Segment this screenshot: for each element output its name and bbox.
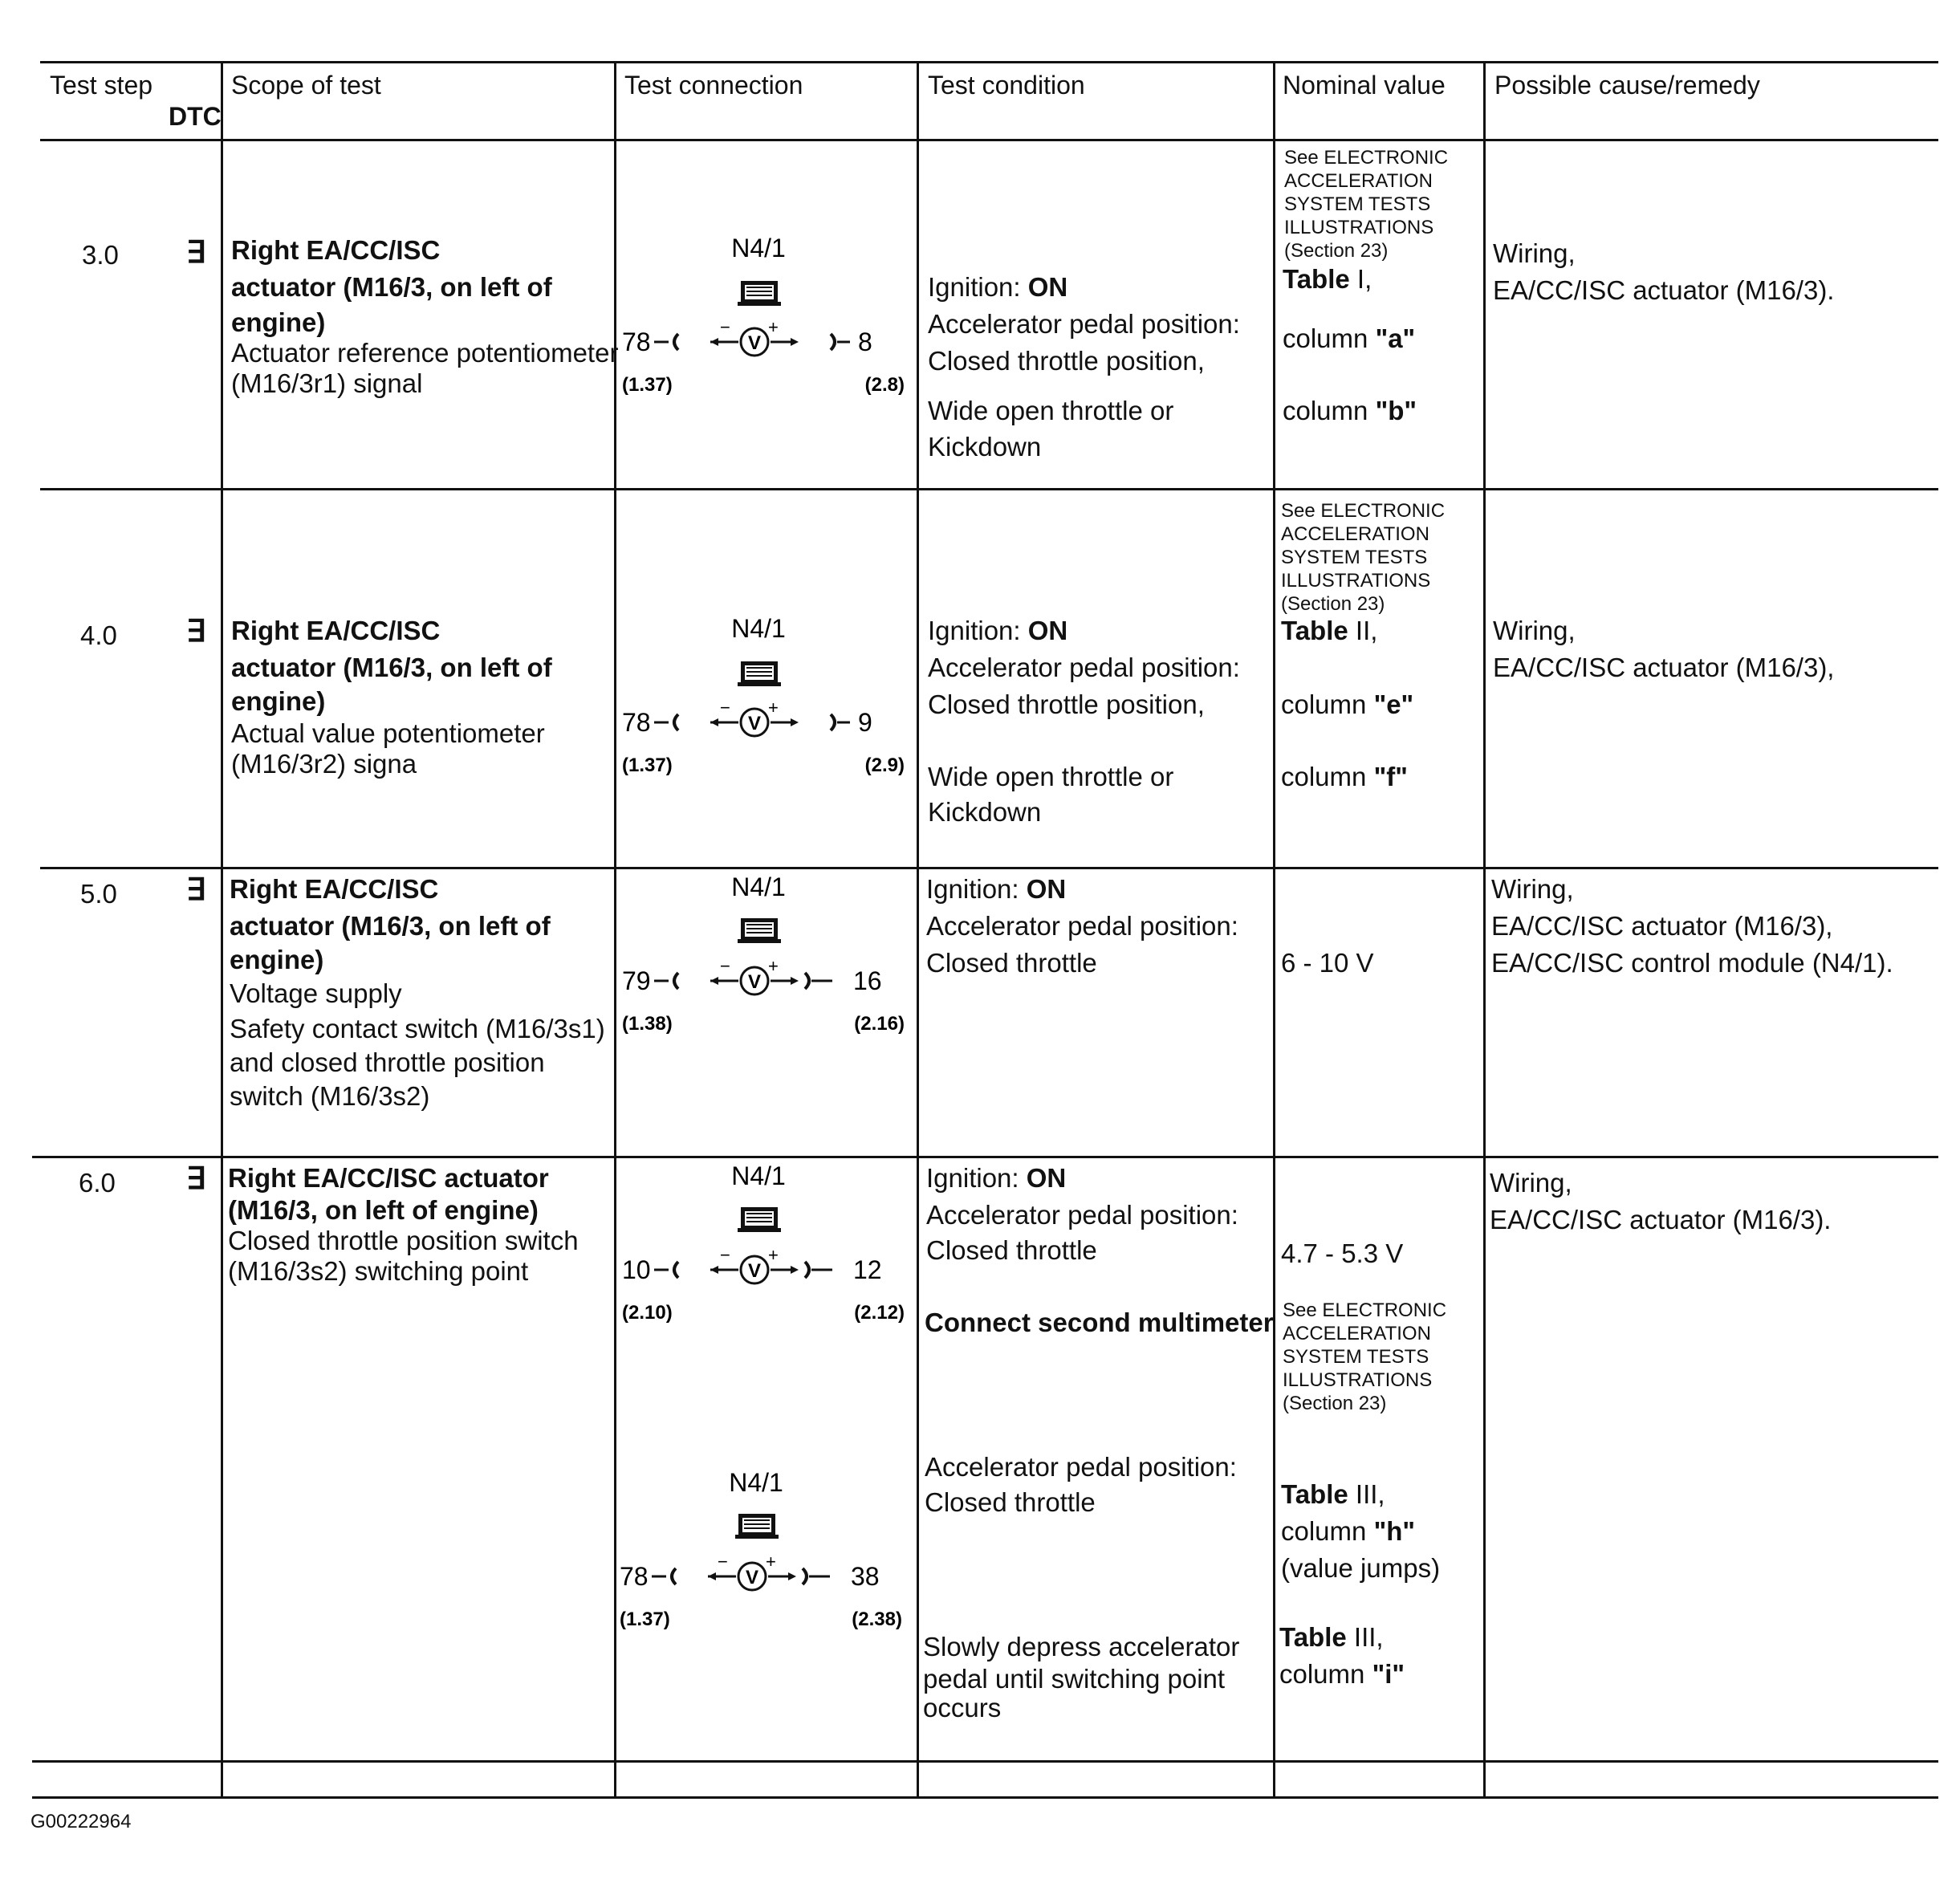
rule-header-bottom — [40, 139, 1938, 141]
nominal-column: column "e" — [1281, 689, 1414, 719]
condition-line: Closed throttle position, — [928, 346, 1205, 376]
probe-left — [674, 1262, 678, 1278]
scope-title: Right EA/CC/ISC — [230, 874, 439, 904]
connector-plug-icon — [738, 1207, 781, 1232]
nominal-see-ref: SYSTEM TESTS — [1281, 547, 1428, 568]
cause-line: Wiring, — [1493, 238, 1576, 268]
ignition-value: ON — [1027, 272, 1068, 302]
header-test-step: Test step — [50, 71, 153, 100]
nominal-column: column "a" — [1283, 323, 1416, 353]
rule-row2-bottom — [40, 867, 1938, 869]
scope-detail: switch (M16/3s2) — [230, 1081, 430, 1111]
pin-left-sub: (1.37) — [620, 1609, 670, 1630]
pin-left-sub: (2.10) — [622, 1302, 673, 1324]
module-label: N4/1 — [731, 872, 786, 901]
nominal-see-ref: (Section 23) — [1284, 240, 1389, 262]
nominal-see-ref: See ELECTRONIC — [1281, 500, 1446, 522]
pin-right: 16 — [853, 966, 882, 995]
probe-right — [805, 1262, 809, 1278]
svg-text:V: V — [747, 713, 762, 734]
connector-plug-icon — [738, 661, 781, 686]
test-connection-diagram — [622, 872, 911, 1048]
condition-line: Accelerator pedal position: — [926, 1200, 1238, 1230]
svg-text:V: V — [747, 332, 762, 354]
voltmeter-icon — [710, 317, 799, 356]
svg-text:+: + — [768, 1245, 779, 1265]
nominal-jumps: (value jumps) — [1281, 1553, 1441, 1583]
header-cause: Possible cause/remedy — [1494, 71, 1760, 100]
nominal-value: 6 - 10 V — [1281, 948, 1374, 978]
voltmeter-icon — [708, 1552, 796, 1590]
condition-ignition — [928, 270, 1067, 305]
voltmeter-connection — [622, 613, 911, 790]
pin-left: 78 — [622, 327, 651, 356]
voltmeter-connection — [620, 1467, 909, 1644]
pin-left-sub: (1.38) — [622, 1013, 673, 1035]
svg-text:V: V — [745, 1567, 759, 1588]
dtc-icon: ∃ — [186, 873, 206, 907]
probe-right — [831, 714, 835, 730]
condition-line: Closed throttle — [926, 1235, 1097, 1265]
nominal-column: column "b" — [1283, 396, 1417, 425]
probe-left — [674, 334, 678, 350]
scope-title: actuator (M16/3, on left of — [231, 653, 552, 682]
pin-right: 8 — [858, 327, 872, 356]
condition-line: Closed throttle position, — [928, 689, 1205, 719]
nominal-column: column "i" — [1279, 1659, 1405, 1689]
nominal-table: Table III, — [1281, 1479, 1385, 1509]
nominal-see-ref: ILLUSTRATIONS — [1281, 570, 1431, 592]
condition-line: Closed throttle — [925, 1487, 1096, 1517]
figure-id: G00222964 — [30, 1811, 132, 1832]
nominal-value: 4.7 - 5.3 V — [1281, 1238, 1404, 1268]
cause-line: EA/CC/ISC actuator (M16/3), — [1493, 653, 1835, 682]
connector-plug-icon — [735, 1514, 779, 1539]
nominal-column: column "f" — [1281, 762, 1408, 791]
condition-line: Wide open throttle or — [928, 762, 1174, 791]
header-dtc: DTC — [169, 102, 222, 131]
step-number: 3.0 — [82, 240, 119, 270]
dtc-icon: ∃ — [186, 1162, 206, 1196]
module-label: N4/1 — [731, 1161, 786, 1190]
nominal-table: Table III, — [1279, 1622, 1384, 1652]
condition-ignition: Ignition: ON — [926, 1163, 1067, 1193]
nominal-table: Table II, — [1281, 616, 1378, 645]
scope-detail: and closed throttle position — [230, 1047, 545, 1077]
svg-text:−: − — [720, 1245, 730, 1265]
nominal-see-ref: ACCELERATION — [1281, 523, 1429, 545]
test-connection-diagram — [622, 233, 911, 409]
connector-plug-icon — [738, 281, 781, 306]
scope-title: engine) — [231, 307, 326, 337]
scope-detail: Actuator reference potentiometer — [231, 338, 619, 368]
test-connection-diagram — [622, 1161, 911, 1337]
voltmeter-icon — [710, 1245, 799, 1283]
nominal-see-ref: ILLUSTRATIONS — [1284, 217, 1434, 238]
nominal-see-ref: See ELECTRONIC — [1283, 1299, 1447, 1321]
pin-right-sub: (2.38) — [852, 1609, 902, 1630]
voltmeter-icon — [710, 698, 799, 736]
header-condition: Test condition — [928, 71, 1085, 100]
nominal-see-ref: ACCELERATION — [1284, 170, 1433, 192]
step-number: 5.0 — [80, 879, 117, 909]
condition-line: pedal until switching point — [923, 1664, 1226, 1694]
col-rule-5 — [1483, 61, 1486, 1796]
condition-line: occurs — [923, 1693, 1002, 1722]
condition-second-meter: Connect second multimeter — [925, 1308, 1274, 1337]
pin-left: 10 — [622, 1255, 651, 1284]
svg-text:+: + — [766, 1552, 776, 1572]
scope-title: engine) — [231, 686, 326, 716]
cause-line: Wiring, — [1490, 1168, 1572, 1198]
pin-left-sub: (1.37) — [622, 374, 673, 396]
condition-line: Wide open throttle or — [928, 396, 1174, 425]
nominal-column: column "h" — [1281, 1516, 1416, 1546]
nominal-see-ref: SYSTEM TESTS — [1283, 1346, 1429, 1368]
scope-detail: (M16/3r1) signal — [231, 368, 423, 398]
scope-title: Right EA/CC/ISC — [231, 616, 441, 645]
scope-title: Right EA/CC/ISC actuator — [228, 1163, 549, 1193]
pin-left-sub: (1.37) — [622, 754, 673, 776]
voltmeter-icon — [710, 956, 799, 994]
step-number: 4.0 — [80, 620, 117, 650]
probe-left — [672, 1568, 676, 1584]
cause-line: Wiring, — [1491, 874, 1574, 904]
dtc-icon: ∃ — [186, 615, 206, 649]
svg-text:V: V — [747, 971, 762, 993]
pin-left: 78 — [620, 1562, 649, 1591]
nominal-see-ref: SYSTEM TESTS — [1284, 193, 1431, 215]
svg-text:−: − — [718, 1552, 728, 1572]
cause-line: EA/CC/ISC actuator (M16/3), — [1491, 911, 1833, 941]
svg-text:−: − — [720, 317, 730, 337]
scope-title: actuator (M16/3, on left of — [231, 272, 552, 302]
col-rule-4 — [1273, 61, 1275, 1796]
step-number: 6.0 — [79, 1168, 116, 1198]
nominal-see-ref: (Section 23) — [1283, 1393, 1387, 1414]
condition-ignition: Ignition: ON — [928, 616, 1068, 645]
scope-detail: (M16/3s2) switching point — [228, 1256, 529, 1286]
probe-right — [803, 1568, 807, 1584]
probe-right — [831, 334, 835, 350]
condition-line: Accelerator pedal position: — [928, 309, 1240, 339]
nominal-table — [1283, 262, 1372, 297]
scope-detail: (M16/3r2) signa — [231, 749, 417, 779]
cause-line: EA/CC/ISC control module (N4/1). — [1491, 948, 1893, 978]
voltmeter-connection — [622, 872, 911, 1048]
module-label: N4/1 — [729, 1468, 783, 1497]
scope-detail: Safety contact switch (M16/3s1) — [230, 1014, 605, 1043]
pin-right-sub: (2.9) — [864, 754, 905, 776]
header-connection: Test connection — [624, 71, 803, 100]
cause-line: EA/CC/ISC actuator (M16/3). — [1493, 275, 1835, 305]
cause-line: Wiring, — [1493, 616, 1576, 645]
nominal-see-ref: (Section 23) — [1281, 593, 1385, 615]
nominal-see-ref: See ELECTRONIC — [1284, 147, 1449, 169]
pin-left: 78 — [622, 708, 651, 737]
condition-line: Closed throttle — [926, 948, 1097, 978]
condition-line: Kickdown — [928, 797, 1042, 827]
nominal-see-ref: ACCELERATION — [1283, 1323, 1431, 1344]
scope-detail: Closed throttle position switch — [228, 1226, 579, 1255]
voltmeter-connection — [622, 233, 911, 409]
rule-top — [40, 61, 1938, 63]
pin-right-sub: (2.16) — [854, 1013, 905, 1035]
pin-right: 9 — [858, 708, 872, 737]
module-label: N4/1 — [731, 614, 786, 643]
svg-text:+: + — [768, 698, 779, 718]
probe-right — [805, 973, 809, 989]
header-nominal: Nominal value — [1283, 71, 1446, 100]
condition-line: Kickdown — [928, 432, 1042, 462]
rule-row3-bottom — [32, 1156, 1938, 1158]
svg-text:+: + — [768, 317, 779, 337]
col-rule-3 — [917, 61, 919, 1796]
col-rule-1 — [221, 61, 223, 1796]
col-rule-2 — [614, 61, 616, 1796]
header-scope: Scope of test — [231, 71, 381, 100]
condition-line: Accelerator pedal position: — [925, 1452, 1237, 1482]
pin-left: 79 — [622, 966, 651, 995]
pin-right-sub: (2.8) — [864, 374, 905, 396]
test-connection-diagram — [622, 613, 911, 790]
connector-plug-icon — [738, 918, 781, 943]
scope-detail: Voltage supply — [230, 978, 402, 1008]
scope-detail: Actual value potentiometer — [231, 718, 545, 748]
rule-row1-bottom — [40, 488, 1938, 490]
rule-footer — [32, 1796, 1938, 1799]
ignition-label: Ignition: — [928, 272, 1021, 302]
nominal-see-ref: ILLUSTRATIONS — [1283, 1369, 1433, 1391]
pin-right: 12 — [853, 1255, 882, 1284]
rule-table-bottom — [32, 1760, 1938, 1763]
scope-title: Right EA/CC/ISC — [231, 235, 441, 265]
voltmeter-connection — [622, 1161, 911, 1337]
probe-left — [674, 973, 678, 989]
condition-line: Accelerator pedal position: — [926, 911, 1238, 941]
scope-title: engine) — [230, 945, 324, 974]
scope-title: (M16/3, on left of engine) — [228, 1195, 539, 1225]
table-word: Table — [1283, 264, 1350, 294]
svg-text:−: − — [720, 698, 730, 718]
pin-right: 38 — [851, 1562, 880, 1591]
condition-line: Slowly depress accelerator — [923, 1632, 1240, 1661]
svg-text:V: V — [747, 1260, 762, 1282]
condition-line: Accelerator pedal position: — [928, 653, 1240, 682]
condition-ignition: Ignition: ON — [926, 874, 1067, 904]
svg-text:−: − — [720, 956, 730, 976]
test-connection-diagram — [620, 1467, 909, 1644]
table-number: I, — [1356, 264, 1372, 294]
pin-right-sub: (2.12) — [854, 1302, 905, 1324]
module-label: N4/1 — [731, 234, 786, 262]
svg-text:+: + — [768, 956, 779, 976]
probe-left — [674, 714, 678, 730]
scope-title: actuator (M16/3, on left of — [230, 911, 551, 941]
cause-line: EA/CC/ISC actuator (M16/3). — [1490, 1205, 1832, 1234]
dtc-icon: ∃ — [186, 236, 206, 270]
